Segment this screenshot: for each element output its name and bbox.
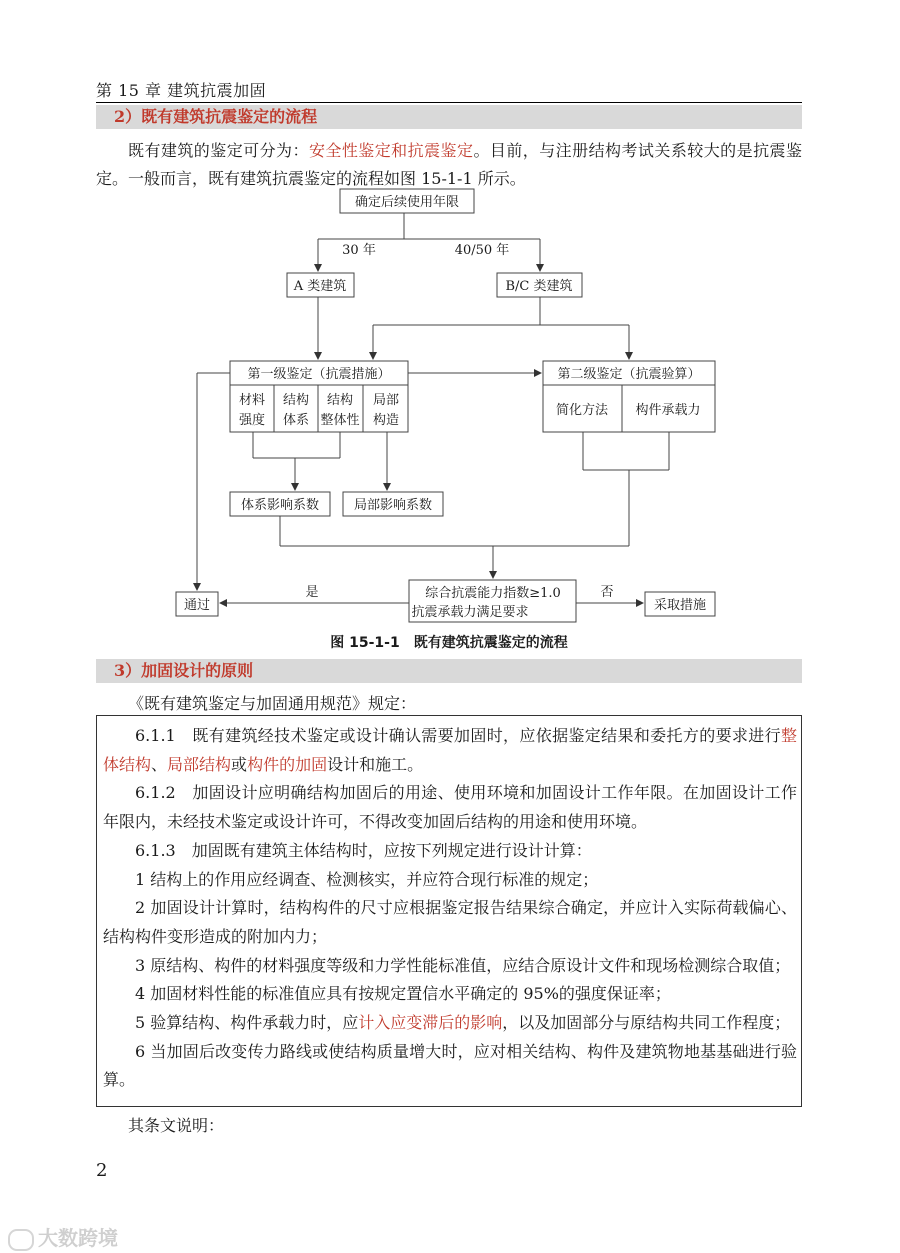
l1-col1-line2: 强度 — [238, 413, 266, 428]
clause-6-1-1-text-b: 设计和施工。 — [327, 754, 424, 774]
watermark-logo-icon — [8, 1229, 34, 1251]
l2-col2-label: 构件承载力 — [635, 403, 701, 418]
l1-col1-line1: 材料 — [238, 393, 266, 408]
clause-6-1-1-text-a: 6.1.1 既有建筑经技术鉴定或设计确认需要加固时，应依据鉴定结果和委托方的要求进行 — [135, 726, 781, 745]
l1-col3-line2: 整体性 — [320, 413, 360, 428]
system-factor-label: 体系影响系数 — [240, 498, 320, 513]
clause-item-1: 1 结构上的作用应经调查、检测核实，并应符合现行标准的规定； — [135, 869, 599, 889]
level2-label: 第二级鉴定（抗震验算） — [557, 367, 701, 382]
local-factor-label: 局部影响系数 — [353, 498, 433, 513]
chapter-header: 第 15 章 建筑抗震加固 — [96, 81, 267, 100]
l1-col2-line1: 结构 — [282, 393, 310, 408]
bc-building-label: B/C 类建筑 — [505, 279, 573, 294]
check-line2: 抗震承载力满足要求 — [411, 605, 529, 620]
para-text-a: 既有建筑的鉴定可分为： — [128, 141, 309, 160]
clause-item-2: 2 加固设计计算时，结构构件的尺寸应根据鉴定报告结果综合确定，并应计入实际荷载偏心、结构构件变形造成的附加内力； — [103, 898, 797, 946]
clause-item-6: 6 当加固后改变传力路线或使结构质量增大时，应对相关结构、构件及建筑物地基基础进行验算。 — [103, 1041, 797, 1090]
branch-right-label: 40/50 年 — [454, 243, 510, 258]
l2-col1-label: 简化方法 — [555, 403, 609, 418]
code-excerpt-box — [96, 715, 802, 1107]
start-label: 确定后续使用年限 — [354, 195, 460, 210]
branch-left-label: 30 年 — [342, 243, 376, 258]
figure-caption: 图 15-1-1 既有建筑抗震鉴定的流程 — [330, 635, 568, 651]
clause-6-1-1-highlight-1: 整体结构 — [103, 726, 797, 774]
clause-item-5-highlight: 计入应变滞后的影响 — [358, 1013, 503, 1033]
clause-6-1-2: 6.1.2 加固设计应明确结构加固后的用途、使用环境和加固设计工作年限。在加固设计工作年限内，未经技术鉴定或设计许可，不得改变加固后结构的用途和使用环境。 — [103, 783, 797, 832]
a-building-label: A 类建筑 — [293, 279, 347, 294]
clause-item-5-text-a: 5 验算结构、构件承载力时，应 — [135, 1013, 359, 1033]
section-3-title: 3）加固设计的原则 — [96, 659, 802, 683]
l1-col4-line2: 构造 — [372, 413, 400, 428]
clause-6-1-1 — [103, 722, 797, 779]
clause-item-5 — [103, 1009, 797, 1038]
clause-6-1-1-sep-1: 、 — [151, 754, 168, 774]
clause-6-1-3: 6.1.3 加固既有建筑主体结构时，应按下列规定进行设计计算： — [135, 840, 592, 860]
l1-col4-line1: 局部 — [372, 393, 400, 408]
watermark — [8, 1222, 118, 1251]
clause-item-5-text-b: ，以及加固部分与原结构共同工作程度； — [502, 1013, 791, 1033]
section-3-intro: 《既有建筑鉴定与加固通用规范》规定： — [128, 694, 417, 713]
section-2-title: 2）既有建筑抗震鉴定的流程 — [96, 105, 802, 129]
pass-label: 通过 — [183, 598, 211, 613]
level1-label: 第一级鉴定（抗震措施） — [247, 367, 391, 382]
yes-label: 是 — [305, 585, 319, 600]
measures-label: 采取措施 — [653, 598, 707, 613]
l1-col2-line2: 体系 — [282, 413, 310, 428]
clause-6-1-1-highlight-2: 局部结构 — [167, 754, 232, 774]
para-text-b: 。目前，与注册结构考试关系较大的是抗震鉴定。一般而言，既有建筑抗震鉴定的流程如图 15-1-1 所示。 — [96, 141, 802, 188]
check-line1: 综合抗震能力指数≥1.0 — [425, 586, 561, 601]
explanation-heading: 其条文说明： — [128, 1116, 225, 1135]
l1-col3-line1: 结构 — [326, 393, 354, 408]
page-number: 2 — [96, 1160, 108, 1181]
clause-item-3: 3 原结构、构件的材料强度等级和力学性能标准值，应结合原设计文件和现场检测综合取值； — [135, 955, 791, 975]
clause-6-1-1-sep-2: 或 — [231, 754, 248, 774]
watermark-text: 大数跨境 — [38, 1226, 118, 1250]
clause-6-1-1-highlight-3: 构件的加固 — [247, 754, 328, 774]
no-label: 否 — [600, 585, 614, 600]
para-highlight: 安全性鉴定和抗震鉴定 — [308, 141, 474, 160]
clause-item-4: 4 加固材料性能的标准值应具有按规定置信水平确定的 95%的强度保证率； — [135, 984, 671, 1004]
